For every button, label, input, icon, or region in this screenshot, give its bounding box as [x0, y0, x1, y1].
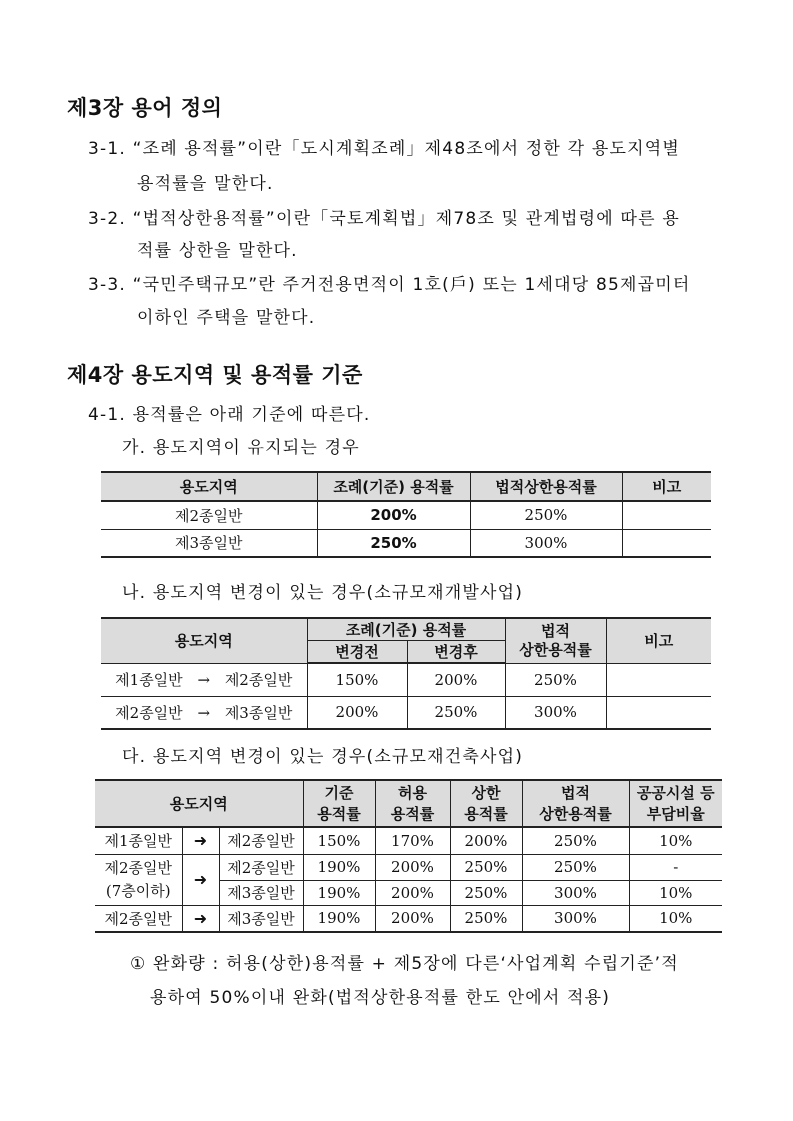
arrow-right-icon: ➜: [182, 827, 219, 854]
t2-header-legal-line2: 상한용적률: [519, 640, 592, 659]
t2-zone-to: 제3종일반: [224, 703, 293, 722]
t2-zone-from: 제2종일반: [115, 703, 183, 722]
t3-cell-legal: 300%: [522, 880, 629, 905]
table-zone-change-reconstruction: [95, 779, 722, 933]
table-row: [101, 663, 711, 696]
t3-cell-burden: -: [629, 854, 722, 880]
table-row: [101, 696, 711, 729]
t3-cell-allow: 200%: [375, 854, 450, 880]
t2-cell-legal: 250%: [505, 663, 606, 696]
t2-cell-zone: [101, 696, 307, 729]
note-relaxation-line2: 용하여 50%이내 완화(법적상한용적률 한도 안에서 적용): [150, 988, 611, 1008]
t1-cell-zone: 제3종일반: [101, 529, 317, 557]
t1-cell-legal: 300%: [470, 529, 622, 557]
t3-cell-upper: 200%: [450, 827, 522, 854]
t3-cell-legal: 250%: [522, 854, 629, 880]
t1-header-legal: 법적상한용적률: [470, 472, 622, 501]
t3-cell-base: 190%: [303, 880, 375, 905]
t3-cell-from-line2: (7층이하): [105, 881, 171, 900]
note-relaxation-line1: ① 완화량 : 허용(상한)용적률 + 제5장에 다른‘사업계획 수립기준’적: [130, 954, 679, 974]
table-zone-change-redevelopment: [101, 617, 711, 730]
t2-header-after: 변경후: [407, 641, 505, 664]
t3-cell-legal: 250%: [522, 827, 629, 854]
t2-header-zone: 용도지역: [101, 618, 307, 663]
t3-header-legal-line2: 상한용적률: [539, 804, 612, 823]
arrow-right-icon: →: [197, 703, 211, 722]
table-row: [95, 854, 722, 880]
t3-header-legal: [522, 780, 629, 827]
definition-3-1-line2: 용적률을 말한다.: [137, 174, 274, 194]
t3-header-upper: [450, 780, 522, 827]
table-row: [95, 905, 722, 932]
t3-cell-from-line1: 제2종일반: [104, 858, 172, 877]
subsection-ga: 가. 용도지역이 유지되는 경우: [122, 438, 360, 458]
table-zone-maintained: [101, 471, 711, 558]
t1-cell-zone: 제2종일반: [101, 501, 317, 529]
subsection-na: 나. 용도지역 변경이 있는 경우(소규모재개발사업): [122, 583, 524, 603]
section-4-1: 4-1. 용적률은 아래 기준에 따른다.: [88, 405, 371, 425]
t3-header-base-line2: 용적률: [317, 804, 361, 823]
t3-header-allow-line2: 용적률: [390, 804, 435, 823]
t3-cell-legal: 300%: [522, 905, 629, 932]
definition-3-2-line2: 적률 상한을 말한다.: [137, 241, 298, 261]
t1-cell-note: [622, 529, 711, 557]
t3-cell-base: 190%: [303, 905, 375, 932]
t3-header-allow: [375, 780, 450, 827]
t2-header-legal: [505, 618, 606, 663]
t2-header-before: 변경전: [307, 641, 407, 664]
t3-cell-burden: 10%: [629, 905, 722, 932]
t3-cell-from: [95, 854, 182, 905]
subsection-da: 다. 용도지역 변경이 있는 경우(소규모재건축사업): [122, 747, 524, 767]
chapter-4-title: 제4장 용도지역 및 용적률 기준: [67, 363, 363, 387]
t3-cell-base: 150%: [303, 827, 375, 854]
table-row: [95, 827, 722, 854]
t1-cell-legal: 250%: [470, 501, 622, 529]
arrow-right-icon: ➜: [182, 854, 219, 905]
t2-cell-note: [606, 663, 711, 696]
arrow-right-icon: ➜: [182, 905, 219, 932]
t3-cell-from: 제2종일반: [95, 905, 182, 932]
t2-cell-before: 200%: [307, 696, 407, 729]
t1-header-ordinance: 조례(기준) 용적률: [317, 472, 470, 501]
definition-3-3-line2: 이하인 주택을 말한다.: [137, 308, 316, 328]
t3-cell-to: 제3종일반: [219, 905, 303, 932]
t2-header-note: 비고: [606, 618, 711, 663]
t3-cell-allow: 170%: [375, 827, 450, 854]
t1-cell-ordinance: 250%: [317, 529, 470, 557]
t3-cell-to: 제2종일반: [219, 827, 303, 854]
t3-cell-base: 190%: [303, 854, 375, 880]
t1-cell-note: [622, 501, 711, 529]
t3-cell-to: 제2종일반: [219, 854, 303, 880]
t3-header-allow-line1: 허용: [398, 783, 427, 802]
t3-cell-upper: 250%: [450, 905, 522, 932]
t1-cell-ordinance: 200%: [317, 501, 470, 529]
t1-header-zone: 용도지역: [101, 472, 317, 501]
t2-cell-after: 250%: [407, 696, 505, 729]
arrow-right-icon: →: [197, 671, 211, 689]
t3-header-legal-line1: 법적: [561, 783, 590, 802]
t1-header-note: 비고: [622, 472, 711, 501]
t3-header-upper-line1: 상한: [471, 783, 501, 802]
t2-header-ordinance: 조례(기준) 용적률: [307, 618, 505, 641]
t3-cell-burden: 10%: [629, 827, 722, 854]
definition-3-3-line1: 3-3. “국민주택규모”란 주거전용면적이 1호(戶) 또는 1세대당 85제곱미터: [88, 275, 691, 295]
t3-header-burden-line1: 공공시설 등: [636, 783, 715, 802]
definition-3-2-line1: 3-2. “법적상한용적률”이란「국토계획법」제78조 및 관계법령에 따른 용: [88, 209, 680, 229]
t2-cell-note: [606, 696, 711, 729]
t3-header-upper-line2: 용적률: [464, 804, 508, 823]
t3-cell-from: 제1종일반: [95, 827, 182, 854]
t3-header-zone: 용도지역: [95, 780, 303, 827]
t3-cell-burden: 10%: [629, 880, 722, 905]
t3-header-burden: [629, 780, 722, 827]
t2-zone-from: 제1종일반: [115, 671, 183, 689]
definition-3-1-line1: 3-1. “조례 용적률”이란「도시계획조례」제48조에서 정한 각 용도지역별: [88, 139, 680, 159]
table-row: [101, 529, 711, 557]
t3-cell-upper: 250%: [450, 854, 522, 880]
t3-header-burden-line2: 부담비율: [646, 804, 705, 823]
t3-header-base-line1: 기준: [324, 783, 354, 802]
t2-cell-before: 150%: [307, 663, 407, 696]
t3-cell-allow: 200%: [375, 905, 450, 932]
chapter-3-title: 제3장 용어 정의: [67, 96, 223, 120]
t2-cell-zone: [101, 663, 307, 696]
t3-header-base: [303, 780, 375, 827]
t3-cell-to: 제3종일반: [219, 880, 303, 905]
t2-header-legal-line1: 법적: [541, 621, 570, 640]
table-row: [101, 501, 711, 529]
t2-cell-after: 200%: [407, 663, 505, 696]
t3-cell-allow: 200%: [375, 880, 450, 905]
t2-cell-legal: 300%: [505, 696, 606, 729]
t2-zone-to: 제2종일반: [224, 671, 293, 689]
t3-cell-upper: 250%: [450, 880, 522, 905]
